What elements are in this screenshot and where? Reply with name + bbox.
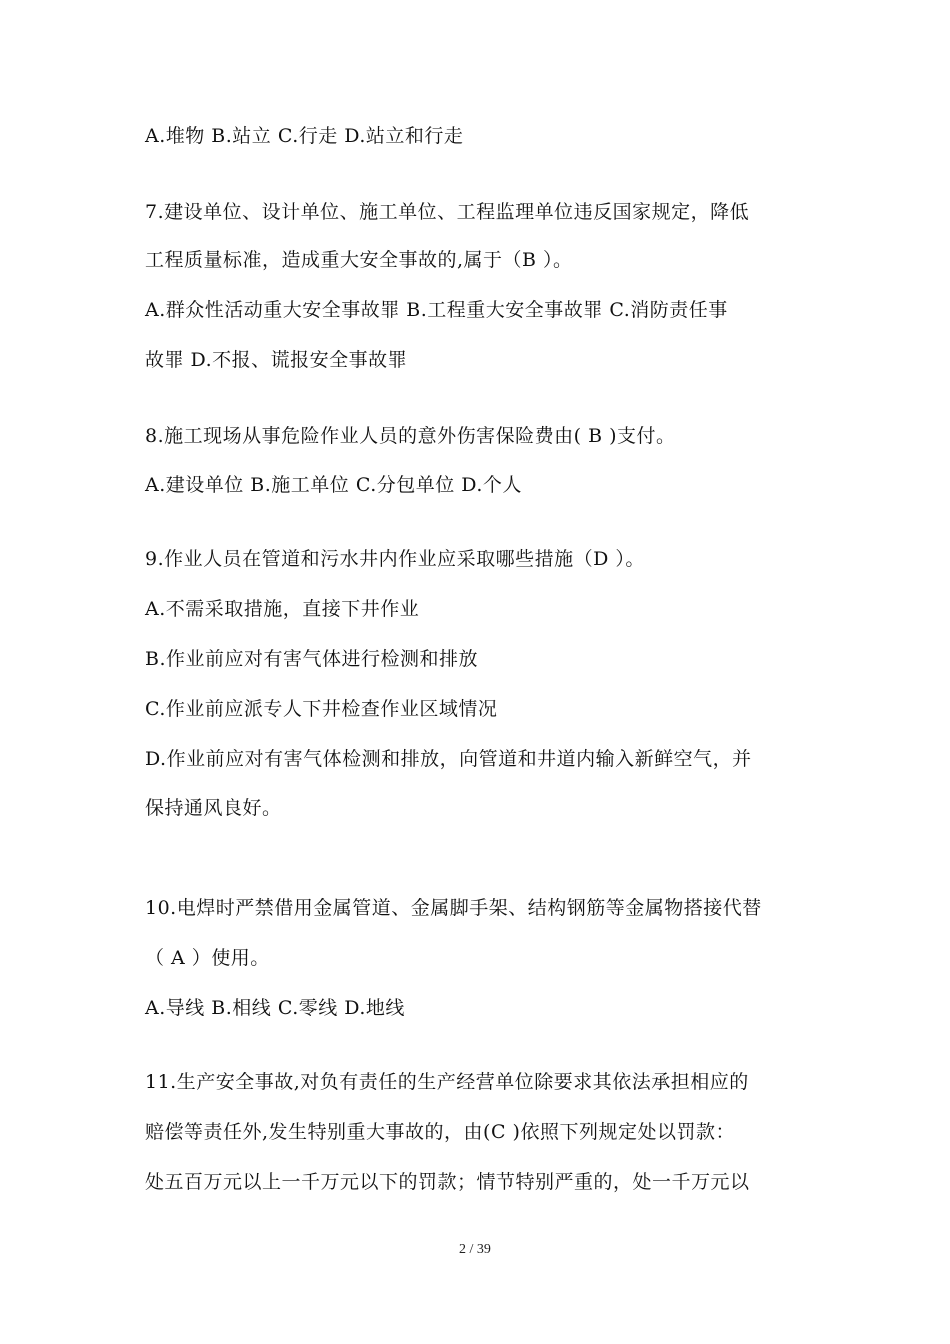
page-number: 2 / 39 — [459, 1242, 491, 1257]
q8-options: A.建设单位 B.施工单位 C.分包单位 D.个人 — [145, 474, 522, 496]
q8-stem: 8.施工现场从事危险作业人员的意外伤害保险费由( B )支付。 — [145, 425, 676, 447]
q7-stem-line-2: 工程质量标准，造成重大安全事故的,属于（B ）。 — [145, 249, 573, 271]
q11-stem-line-3: 处五百万元以上一千万元以下的罚款；情节特别严重的，处一千万元以 — [145, 1171, 750, 1193]
q9-option-d-line-1: D.作业前应对有害气体检测和排放，向管道和井道内输入新鲜空气，并 — [145, 748, 752, 770]
q7-options-line-2: 故罪 D.不报、谎报安全事故罪 — [145, 349, 408, 371]
q7-stem-line-1: 7.建设单位、设计单位、施工单位、工程监理单位违反国家规定，降低 — [145, 201, 750, 223]
q6-options: A.堆物 B.站立 C.行走 D.站立和行走 — [145, 125, 464, 147]
q9-option-a: A.不需采取措施，直接下井作业 — [145, 598, 420, 620]
q9-option-d-line-2: 保持通风良好。 — [145, 797, 282, 819]
q10-stem-line-1: 10.电焊时严禁借用金属管道、金属脚手架、结构钢筋等金属物搭接代替 — [145, 897, 762, 919]
q11-stem-line-1: 11.生产安全事故,对负有责任的生产经营单位除要求其依法承担相应的 — [145, 1071, 749, 1093]
q7-options-line-1: A.群众性活动重大安全事故罪 B.工程重大安全事故罪 C.消防责任事 — [145, 299, 728, 321]
q10-stem-line-2: （ A ）使用。 — [145, 947, 270, 969]
q10-options: A.导线 B.相线 C.零线 D.地线 — [145, 997, 405, 1019]
q9-option-c: C.作业前应派专人下井检查作业区域情况 — [145, 698, 498, 720]
q9-option-b: B.作业前应对有害气体进行检测和排放 — [145, 648, 479, 670]
q9-stem: 9.作业人员在管道和污水井内作业应采取哪些措施（D ）。 — [145, 548, 645, 570]
q11-stem-line-2: 赔偿等责任外,发生特别重大事故的，由(C )依照下列规定处以罚款： — [145, 1121, 735, 1143]
